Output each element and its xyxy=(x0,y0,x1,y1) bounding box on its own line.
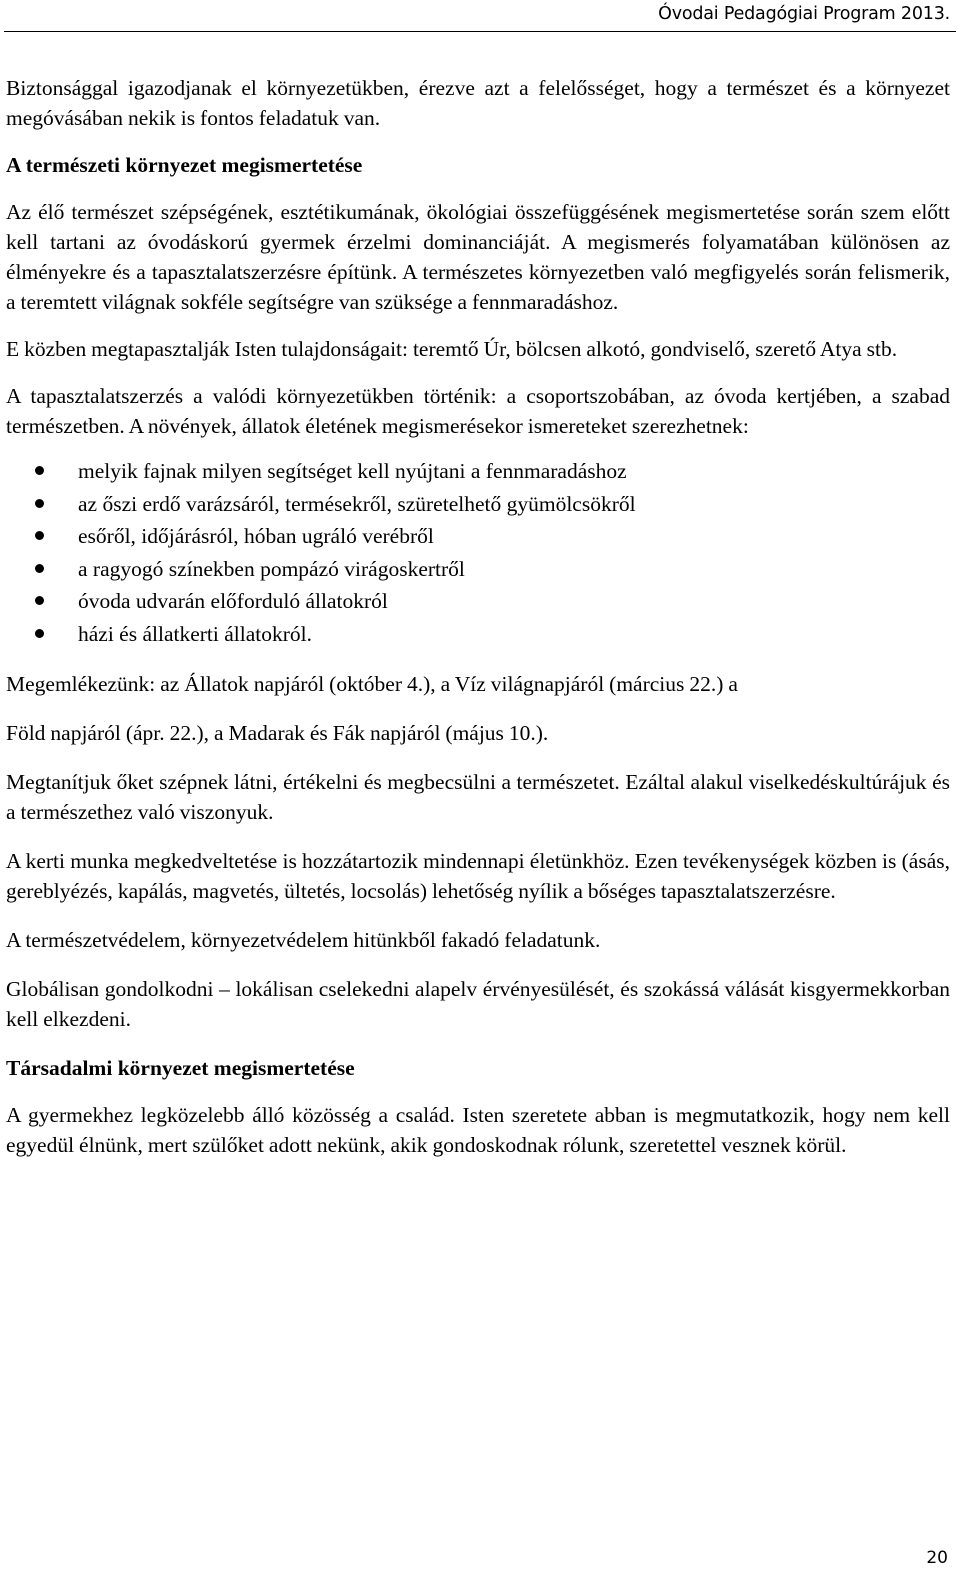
page-number: 20 xyxy=(926,1548,948,1568)
bullet-icon xyxy=(35,466,44,475)
paragraph-natural-2: E közben megtapasztalják Isten tulajdonságait: teremtő Úr, bölcsen alkotó, gondviselő, szerető Atya stb. xyxy=(6,337,898,361)
list-item-text: a ragyogó színekben pompázó virágoskertről xyxy=(78,556,465,581)
paragraph-natural-3: A tapasztalatszerzés a valódi környezetükben történik: a csoportszobában, az óvoda kertjében, a szabad természetben. A növények, állatok életének megismerésekor ismereteket szerezhetnek: xyxy=(6,384,950,438)
list-item-text: az őszi erdő varázsáról, termésekről, szüretelhető gyümölcsökről xyxy=(78,491,636,516)
paragraph-natural-7: A természetvédelem, környezetvédelem hitünkből fakadó feladatunk. xyxy=(6,928,601,952)
paragraph-commemorations-line-2: Föld napjáról (ápr. 22.), a Madarak és Fák napjáról (május 10.). xyxy=(6,721,549,745)
list-item-text: esőről, időjárásról, hóban ugráló verébről xyxy=(78,524,434,548)
list-item xyxy=(6,618,950,651)
header-rule xyxy=(4,31,956,32)
paragraph-natural-5: Megtanítjuk őket szépnek látni, értékelni és megbecsülni a természetet. Ezáltal alakul viselkedéskultúrájuk és a természethez való viszonyuk. xyxy=(6,770,950,824)
paragraph-social-1: A gyermekhez legközelebb álló közösség a család. Isten szeretete abban is megmutatkozik, hogy nem kell egyedül élnünk, mert szülőket adott nekünk, akik gondoskodnak rólunk, szeretettel vesznek körül. xyxy=(6,1103,950,1157)
list-item-text: óvoda udvarán előforduló állatokról xyxy=(78,589,388,613)
paragraph-intro: Biztonsággal igazodjanak el környezetükben, érezve azt a felelősséget, hogy a természet és a környezet megóvásában nekik is fontos feladatuk van. xyxy=(6,76,950,130)
list-item xyxy=(6,553,950,586)
list-item-text: házi és állatkerti állatokról. xyxy=(78,621,313,646)
paragraph-natural-1: Az élő természet szépségének, esztétikumának, ökológiai összefüggésének megismertetése során szem előtt kell tartani az óvodáskorú gyermek érzelmi dominanciáját. A megismerés folyamatában különösen az élményekre és a tapasztalatszerzésre építünk. A természetes környezetben való megfigyelés során felismerik, a teremtett világnak sokféle segítségre van szüksége a fennmaradáshoz. xyxy=(6,200,950,314)
bullet-icon xyxy=(35,531,44,540)
list-item xyxy=(6,488,950,521)
paragraph-natural-8: Globálisan gondolkodni – lokálisan cselekedni alapelv érvényesülését, és szokássá válását kisgyermekkorban kell elkezdeni. xyxy=(6,977,950,1031)
bullet-icon xyxy=(35,629,44,638)
section-heading-social-environment: Társadalmi környezet megismertetése xyxy=(6,1056,355,1080)
running-header: Óvodai Pedagógiai Program 2013. xyxy=(658,4,950,24)
page-body xyxy=(6,73,950,1160)
paragraph-commemorations-line-1: Megemlékezünk: az Állatok napjáról (október 4.), a Víz világnapjáról (március 22.) a xyxy=(6,672,738,696)
paragraph-natural-6: A kerti munka megkedveltetése is hozzátartozik mindennapi életünkhöz. Ezen tevékenységek közben is (ásás, gereblyézés, kapálás, magvetés, ültetés, locsolás) lehetőség nyílik a bőséges tapasztalatszerzésre. xyxy=(6,849,950,903)
bullet-icon xyxy=(35,596,44,605)
section-heading-natural-environment: A természeti környezet megismertetése xyxy=(6,153,363,177)
list-item xyxy=(6,585,950,618)
list-item-text: melyik fajnak milyen segítséget kell nyújtani a fennmaradáshoz xyxy=(78,459,627,483)
list-item xyxy=(6,520,950,553)
bullet-icon xyxy=(35,499,44,508)
bullet-icon xyxy=(35,564,44,573)
list-item xyxy=(6,455,950,488)
knowledge-list xyxy=(6,455,950,650)
